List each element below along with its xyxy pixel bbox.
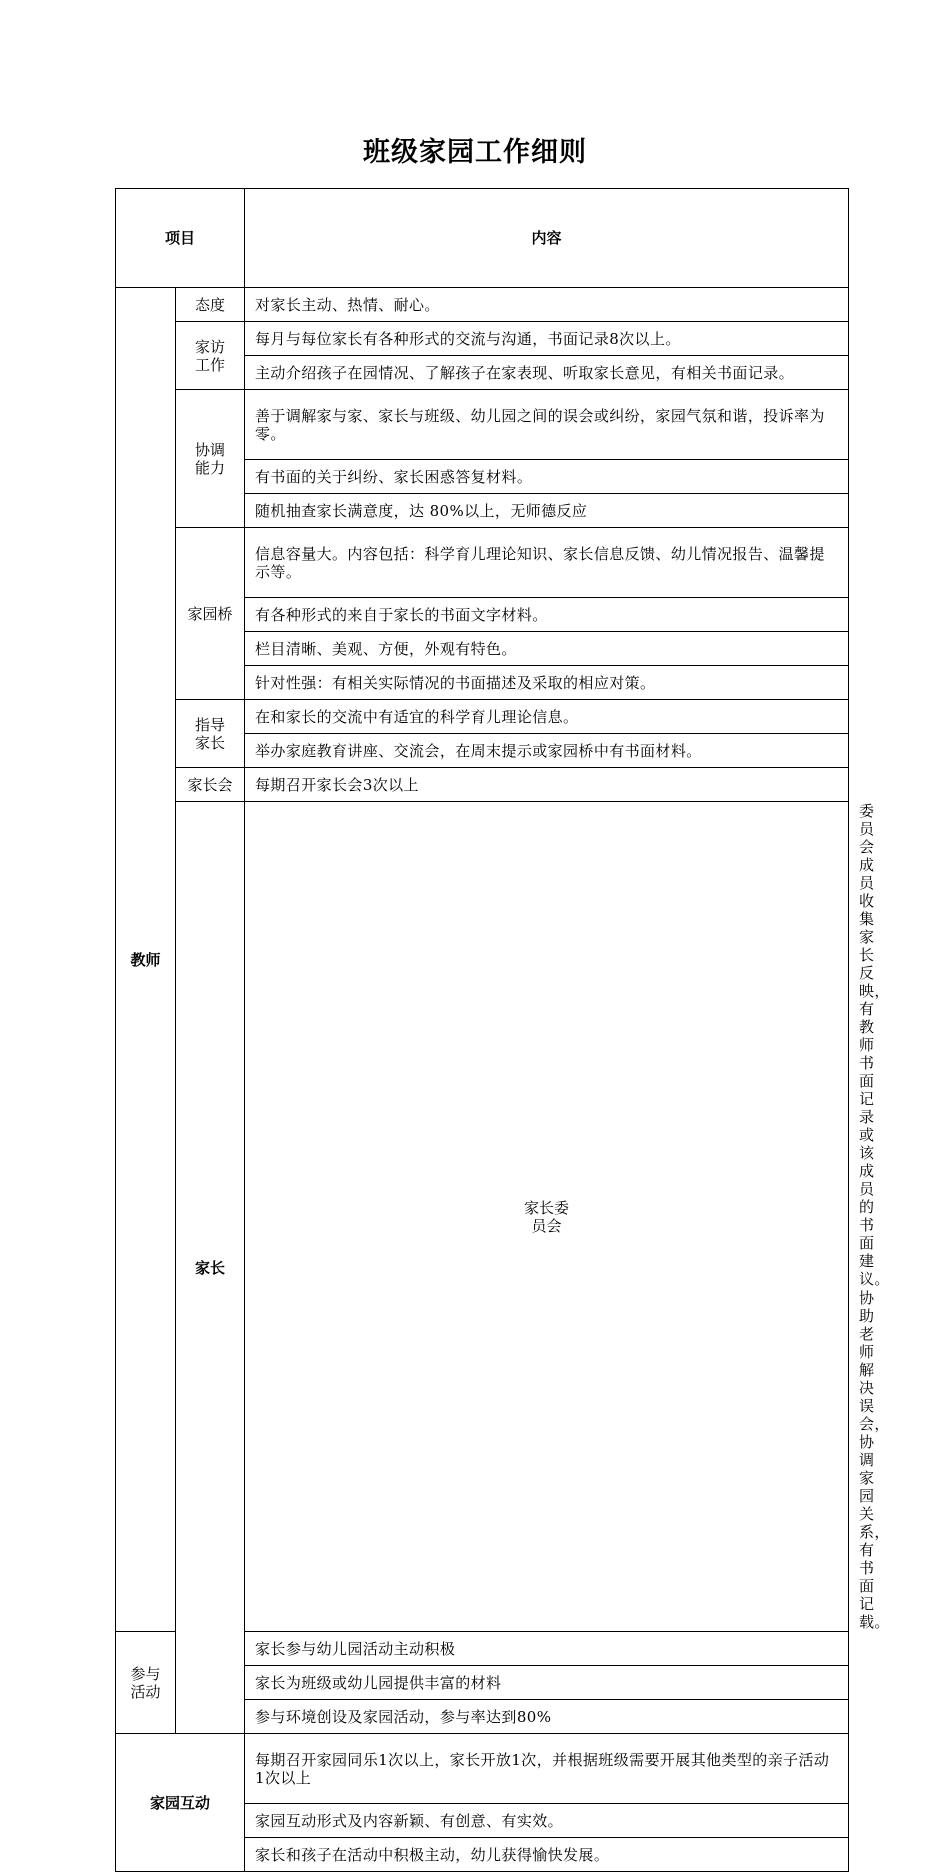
content-cell: 主动介绍孩子在园情况、了解孩子在家表现、听取家长意见，有相关书面记录。: [245, 356, 849, 390]
content-cell: 参与环境创设及家园活动，参与率达到80%: [245, 1700, 849, 1734]
content-cell: 每月与每位家长有各种形式的交流与沟通，书面记录8次以上。: [245, 322, 849, 356]
table-row: [116, 1734, 849, 1804]
content-cell: 栏目清晰、美观、方便，外观有特色。: [245, 632, 849, 666]
content-cell: 在和家长的交流中有适宜的科学育儿理论信息。: [245, 700, 849, 734]
sub-label-coordination: 协调 能力: [176, 390, 245, 528]
content-cell: 每期召开家园同乐1次以上，家长开放1次，并根据班级需要开展其他类型的亲子活动1次以上: [245, 1734, 849, 1804]
sub-label-guide-parents: 指导 家长: [176, 700, 245, 768]
sub-label-bridge: 家园桥: [176, 528, 245, 700]
content-cell: 有各种形式的来自于家长的书面文字材料。: [245, 598, 849, 632]
group-label-parent: 家长: [176, 802, 245, 1734]
table-row: [116, 390, 849, 460]
table-header-row: [116, 189, 849, 288]
content-cell: 家长参与幼儿园活动主动积极: [245, 1632, 849, 1666]
content-cell: 家长和孩子在活动中积极主动，幼儿获得愉快发展。: [245, 1838, 849, 1872]
sub-label-parent-committee: 家长委 员会: [245, 802, 849, 1632]
content-cell: 举办家庭教育讲座、交流会，在周末提示或家园桥中有书面材料。: [245, 734, 849, 768]
sub-label-home-visit: 家访 工作: [176, 322, 245, 390]
header-item: 项目: [116, 189, 245, 288]
group-label-interaction: 家园互动: [116, 1734, 245, 1872]
content-cell: 有书面的关于纠纷、家长困惑答复材料。: [245, 460, 849, 494]
table-row: [116, 700, 849, 734]
header-content: 内容: [245, 189, 849, 288]
table-row: [116, 528, 849, 598]
table-row: 协助老师解决误会，协调家园关系，有书面记载。: [859, 1289, 890, 1631]
content-cell: 对家长主动、热情、耐心。: [245, 288, 849, 322]
content-cell: 每期召开家长会3次以上: [245, 768, 849, 802]
table-row: 家长 家长委 员会 委员会成员收集家长反映，有教师书面记录或该成员的书面建议。: [116, 802, 849, 1289]
rules-table: [115, 188, 890, 1872]
content-cell: 家长为班级或幼儿园提供丰富的材料: [245, 1666, 849, 1700]
table-row: [116, 768, 849, 802]
content-cell: 信息容量大。内容包括：科学育儿理论知识、家长信息反馈、幼儿情况报告、温馨提示等。: [245, 528, 849, 598]
table-row: [116, 322, 849, 356]
content-cell: 随机抽查家长满意度，达 80%以上，无师德反应: [245, 494, 849, 528]
sub-label-participation: 参与 活动: [116, 1632, 176, 1734]
content-cell: 家园互动形式及内容新颖、有创意、有实效。: [245, 1804, 849, 1838]
content-cell: 善于调解家与家、家长与班级、幼儿园之间的误会或纠纷，家园气氛和谐，投诉率为零。: [245, 390, 849, 460]
sub-label-parent-meeting: 家长会: [176, 768, 245, 802]
content-cell: 针对性强：有相关实际情况的书面描述及采取的相应对策。: [245, 666, 849, 700]
page-title: 班级家园工作细则: [363, 137, 587, 168]
sub-label-attitude: 态度: [176, 288, 245, 322]
group-label-teacher: 教师: [116, 288, 176, 1632]
table-row: [116, 288, 849, 322]
